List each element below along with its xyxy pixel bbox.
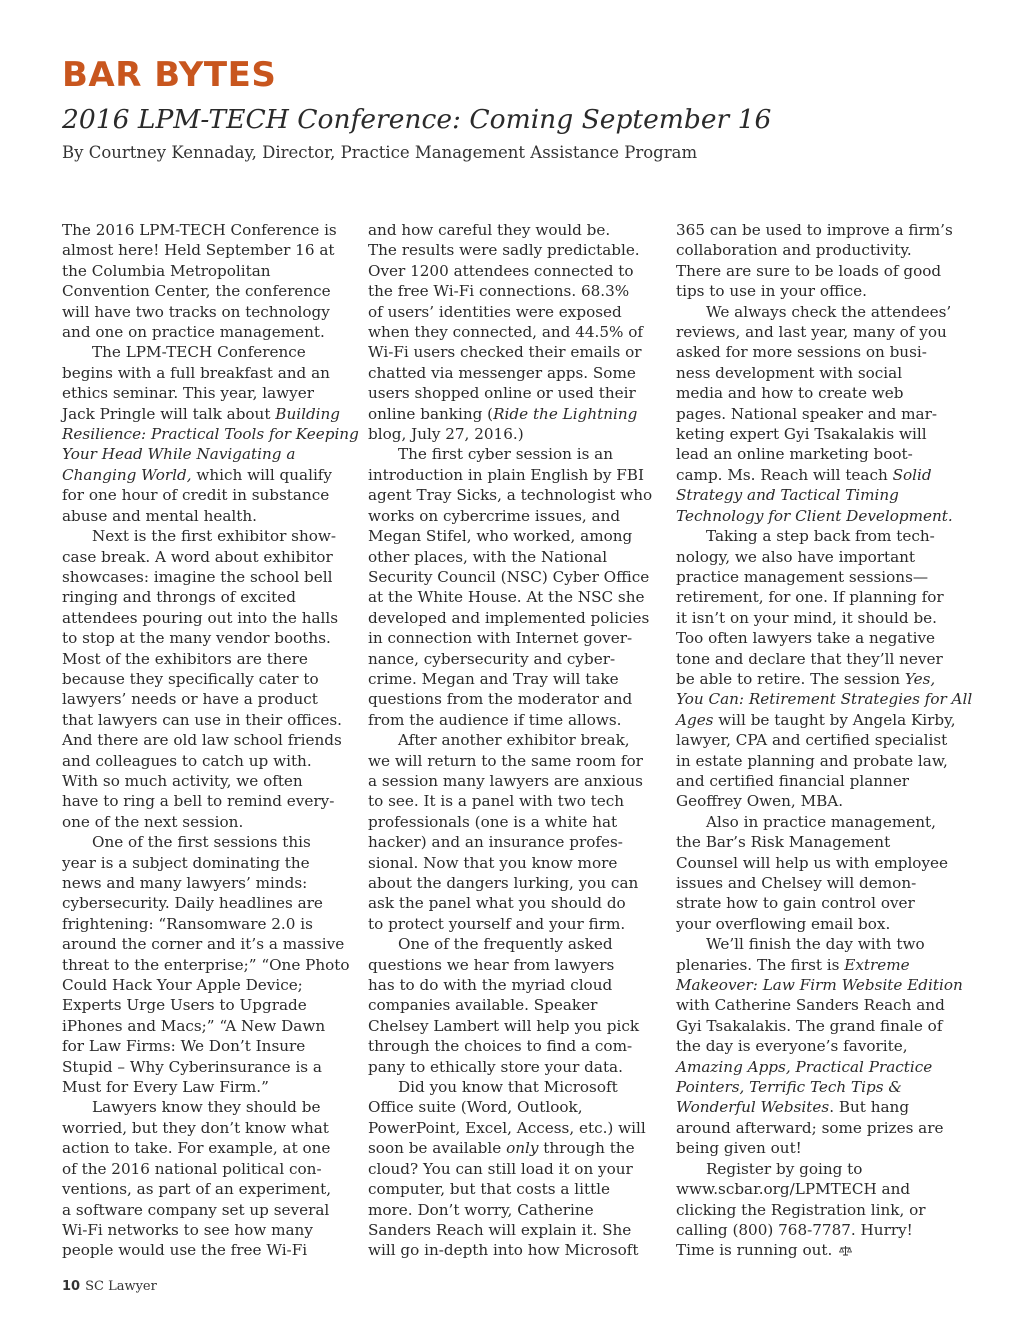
text-run: . But hang — [829, 1098, 910, 1117]
text-run: Chelsey Lambert will help you pick — [368, 1016, 640, 1035]
text-run: There are sure to be loads of good — [676, 261, 942, 280]
text-run: practice management sessions— — [676, 567, 929, 586]
text-run: The first cyber session is an — [398, 445, 614, 464]
text-run: hacker) and an insurance profes- — [368, 833, 623, 852]
text-run: agent Tray Sicks, a technologist who — [368, 486, 653, 505]
text-run: the Bar’s Risk Management — [676, 833, 891, 852]
text-run: the day is everyone’s favorite, — [676, 1037, 908, 1056]
text-run: to see. It is a panel with two tech — [368, 792, 625, 811]
text-run: ventions, as part of an experiment, — [62, 1180, 332, 1199]
text-run: through the — [538, 1139, 635, 1158]
text-run: camp. Ms. Reach will teach — [676, 465, 893, 484]
text-run: action to take. For example, at one — [62, 1139, 331, 1158]
text-run: about the dangers lurking, you can — [368, 874, 639, 892]
text-run: year is a subject dominating the — [62, 853, 310, 872]
text-run: to protect yourself and your firm. — [368, 914, 626, 933]
text-run: ethics seminar. This year, lawyer — [62, 384, 314, 403]
text-run: have to ring a bell to remind every- — [62, 792, 335, 811]
text-run: around the corner and it’s a massive — [62, 935, 345, 954]
text-run: almost here! Held September 16 at — [62, 241, 335, 260]
italic-text: only — [506, 1139, 539, 1158]
text-run: frightening: “Ransomware 2.0 is — [62, 914, 313, 933]
italic-text: Ride the Lightning — [493, 404, 638, 423]
text-run: We always check the attendees’ — [706, 302, 952, 321]
text-run: Counsel will help us with employee — [676, 853, 949, 872]
italic-text: Building — [275, 404, 341, 423]
text-run: in estate planning and probate law, — [676, 751, 948, 770]
text-run: The results were sadly predictable. — [368, 241, 640, 260]
text-run: Taking a step back from tech- — [706, 527, 935, 546]
text-run: Geoffrey Owen, MBA. — [676, 792, 844, 811]
italic-text: Extreme — [844, 955, 910, 974]
text-run: Lawyers know they should be — [92, 1098, 321, 1117]
text-run: for Law Firms: We Don’t Insure — [62, 1037, 306, 1056]
text-run: ringing and throngs of excited — [62, 588, 296, 607]
text-run: nology, we also have important — [676, 547, 916, 566]
text-run: which will qualify — [191, 465, 333, 484]
text-run: lead an online marketing boot- — [676, 445, 913, 464]
text-run: collaboration and productivity. — [676, 241, 912, 260]
text-run: asked for more sessions on busi- — [676, 343, 927, 362]
text-run: Next is the first exhibitor show- — [92, 527, 337, 546]
italic-text: Pointers, Terrific Tech Tips & — [676, 1078, 902, 1097]
text-run: be able to retire. The session — [676, 669, 905, 688]
text-run: showcases: imagine the school bell — [62, 567, 333, 586]
text-run: Time is running out. — [676, 1241, 833, 1260]
paragraph — [368, 730, 658, 934]
text-run: questions we hear from lawyers — [368, 955, 615, 974]
article-title: 2016 LPM-TECH Conference: Coming September 16 — [62, 104, 772, 135]
italic-text: Ages — [676, 710, 714, 729]
text-run: pages. National speaker and mar- — [676, 404, 937, 423]
text-run: Must for Every Law Firm.” — [62, 1078, 269, 1097]
text-run: Wi-Fi users checked their emails or — [368, 343, 642, 362]
italic-text: Solid — [892, 465, 932, 484]
text-run: PowerPoint, Excel, Access, etc.) will — [368, 1118, 646, 1137]
article-column-2 — [368, 220, 658, 1261]
text-run: online banking ( — [368, 404, 494, 423]
text-run: begins with a full breakfast and an — [62, 363, 330, 382]
italic-text: Yes, — [904, 669, 936, 688]
text-run: to stop at the many vendor booths. — [62, 629, 331, 648]
text-run: people would use the free Wi-Fi — [62, 1241, 308, 1260]
page-footer — [62, 1279, 157, 1294]
text-run: users shopped online or used their — [368, 384, 636, 403]
text-run: through the choices to find a com- — [368, 1037, 633, 1056]
text-run: being given out! — [676, 1139, 802, 1158]
paragraph — [368, 444, 658, 730]
text-run: strate how to gain control over — [676, 894, 915, 913]
publication-name: SC Lawyer — [85, 1279, 157, 1294]
text-run: around afterward; some prizes are — [676, 1118, 944, 1137]
text-run: Too often lawyers take a negative — [676, 629, 936, 648]
paragraph — [676, 934, 966, 1158]
article-column-3 — [676, 220, 973, 1261]
text-run: With so much activity, we often — [62, 771, 303, 790]
italic-text: Your Head While Navigating a — [62, 445, 296, 464]
text-run: computer, but that costs a little — [368, 1180, 611, 1199]
text-run: cybersecurity. Daily headlines are — [62, 894, 323, 913]
text-run: media and how to create web — [676, 384, 904, 403]
text-run: from the audience if time allows. — [368, 710, 622, 729]
text-run: has to do with the myriad cloud — [368, 976, 613, 995]
text-run: Register by going to — [706, 1159, 863, 1178]
text-run: introduction in plain English by FBI — [368, 465, 644, 484]
text-run: of the 2016 national political con- — [62, 1159, 322, 1178]
text-run: Wi-Fi networks to see how many — [62, 1220, 313, 1239]
text-run: keting expert Gyi Tsakalakis will — [676, 425, 927, 444]
text-run: plenaries. The first is — [676, 955, 845, 974]
text-run: Megan Stifel, who worked, among — [368, 527, 633, 546]
text-run: because they specifically cater to — [62, 669, 319, 688]
paragraph — [676, 526, 973, 812]
paragraph — [62, 526, 352, 832]
text-run: nance, cybersecurity and cyber- — [368, 649, 616, 668]
text-run: clicking the Registration link, or — [676, 1200, 926, 1219]
italic-text: Wonderful Websites — [676, 1098, 830, 1117]
text-run: and colleagues to catch up with. — [62, 751, 312, 770]
text-run: and one on practice management. — [62, 323, 325, 342]
text-run: One of the frequently asked — [398, 935, 613, 954]
text-run: Did you know that Microsoft — [398, 1078, 618, 1097]
text-run: worried, but they don’t know what — [62, 1118, 329, 1137]
text-run: Office suite (Word, Outlook, — [368, 1098, 583, 1117]
text-run: And there are old law school friends — [62, 731, 342, 750]
text-run: developed and implemented policies — [368, 608, 650, 627]
text-run: and certified financial planner — [676, 771, 910, 790]
text-run: iPhones and Macs;” “A New Dawn — [62, 1016, 326, 1035]
text-run: tips to use in your office. — [676, 282, 867, 301]
text-run: will have two tracks on technology — [62, 302, 330, 321]
paragraph — [62, 220, 352, 342]
text-run: issues and Chelsey will demon- — [676, 874, 917, 892]
text-run: blog, July 27, 2016.) — [368, 425, 524, 444]
text-run: lawyers’ needs or have a product — [62, 690, 318, 709]
text-run: at the White House. At the NSC she — [368, 588, 645, 607]
paragraph — [368, 934, 658, 1077]
text-run: abuse and mental health. — [62, 506, 257, 525]
text-run: questions from the moderator and — [368, 690, 633, 709]
text-run: ness development with social — [676, 363, 903, 382]
text-run: After another exhibitor break, — [398, 731, 630, 750]
text-run: chatted via messenger apps. Some — [368, 363, 636, 382]
byline: By Courtney Kennaday, Director, Practice Management Assistance Program — [62, 143, 698, 162]
text-run: companies available. Speaker — [368, 996, 598, 1015]
text-run: your overflowing email box. — [676, 914, 891, 933]
text-run: it isn’t on your mind, it should be. — [676, 608, 937, 627]
paragraph — [676, 1159, 966, 1261]
text-run: Convention Center, the conference — [62, 282, 331, 301]
text-run: The LPM-TECH Conference — [92, 343, 306, 362]
text-run: crime. Megan and Tray will take — [368, 669, 619, 688]
page-number: 10 — [62, 1279, 81, 1294]
text-run: attendees pouring out into the halls — [62, 608, 339, 627]
italic-text: Resilience: Practical Tools for Keeping — [62, 425, 359, 444]
italic-text: Makeover: Law Firm Website Edition — [676, 976, 963, 995]
text-run: Most of the exhibitors are there — [62, 649, 308, 668]
text-run: cloud? You can still load it on your — [368, 1159, 633, 1178]
paragraph — [62, 1097, 352, 1260]
text-run: one of the next session. — [62, 812, 244, 831]
paragraph — [676, 302, 966, 526]
paragraph — [676, 220, 966, 302]
text-run: and how careful they would be. — [368, 221, 611, 239]
italic-text: Strategy and Tactical Timing — [676, 486, 899, 505]
text-run: soon be available — [368, 1139, 507, 1158]
text-run: 365 can be used to improve a firm’s — [676, 221, 953, 239]
text-run: Gyi Tsakalakis. The grand finale of — [676, 1016, 943, 1035]
section-title: BAR BYTES — [62, 55, 277, 95]
text-run: Experts Urge Users to Upgrade — [62, 996, 307, 1015]
text-run: a software company set up several — [62, 1200, 330, 1219]
text-run: ask the panel what you should do — [368, 894, 626, 913]
text-run: will be taught by Angela Kirby, — [713, 710, 956, 729]
paragraph — [676, 812, 966, 934]
text-run: case break. A word about exhibitor — [62, 547, 333, 566]
text-run: calling (800) 768-7787. Hurry! — [676, 1220, 913, 1239]
text-run: lawyer, CPA and certified specialist — [676, 731, 948, 750]
paragraph — [368, 1077, 658, 1261]
text-run: other places, with the National — [368, 547, 608, 566]
paragraph — [368, 220, 658, 444]
scales-of-justice-icon — [837, 1241, 852, 1259]
text-run: of users’ identities were exposed — [368, 302, 622, 321]
text-run: retirement, for one. If planning for — [676, 588, 944, 607]
text-run: reviews, and last year, many of you — [676, 323, 947, 342]
text-run: the free Wi-Fi connections. 68.3% — [368, 282, 630, 301]
text-run: for one hour of credit in substance — [62, 486, 330, 505]
italic-text: Technology for Client Development. — [676, 506, 953, 525]
paragraph — [62, 832, 352, 1097]
article-column-1 — [62, 220, 359, 1261]
italic-text: Amazing Apps, Practical Practice — [676, 1057, 933, 1076]
text-run: that lawyers can use in their offices. — [62, 710, 342, 729]
text-run: works on cybercrime issues, and — [368, 506, 621, 525]
text-run: the Columbia Metropolitan — [62, 261, 271, 280]
text-run: Sanders Reach will explain it. She — [368, 1220, 632, 1239]
text-run: Over 1200 attendees connected to — [368, 261, 634, 280]
text-run: more. Don’t worry, Catherine — [368, 1200, 594, 1219]
text-run: threat to the enterprise;” “One Photo — [62, 955, 350, 974]
text-run: Could Hack Your Apple Device; — [62, 976, 303, 995]
text-run: We’ll finish the day with two — [706, 935, 925, 954]
italic-text: Changing World, — [62, 465, 192, 484]
text-run: news and many lawyers’ minds: — [62, 874, 308, 892]
text-run: The 2016 LPM-TECH Conference is — [62, 221, 337, 239]
text-run: we will return to the same room for — [368, 751, 643, 770]
text-run: professionals (one is a white hat — [368, 812, 618, 831]
text-run: Stupid – Why Cyberinsurance is a — [62, 1057, 322, 1076]
italic-text: You Can: Retirement Strategies for All — [676, 690, 973, 709]
text-run: pany to ethically store your data. — [368, 1057, 623, 1076]
text-run: One of the first sessions this — [92, 833, 311, 852]
text-run: will go in-depth into how Microsoft — [368, 1241, 639, 1260]
text-run: Security Council (NSC) Cyber Office — [368, 567, 650, 586]
text-run: a session many lawyers are anxious — [368, 771, 643, 790]
text-run: with Catherine Sanders Reach and — [676, 996, 945, 1015]
text-run: tone and declare that they’ll never — [676, 649, 943, 668]
text-run: www.scbar.org/LPMTECH and — [676, 1180, 911, 1199]
text-run: sional. Now that you know more — [368, 853, 618, 872]
text-run: in connection with Internet gover- — [368, 629, 633, 648]
paragraph — [62, 342, 359, 526]
text-run: when they connected, and 44.5% of — [368, 323, 644, 342]
text-run: Jack Pringle will talk about — [62, 404, 276, 423]
text-run: Also in practice management, — [706, 812, 936, 831]
